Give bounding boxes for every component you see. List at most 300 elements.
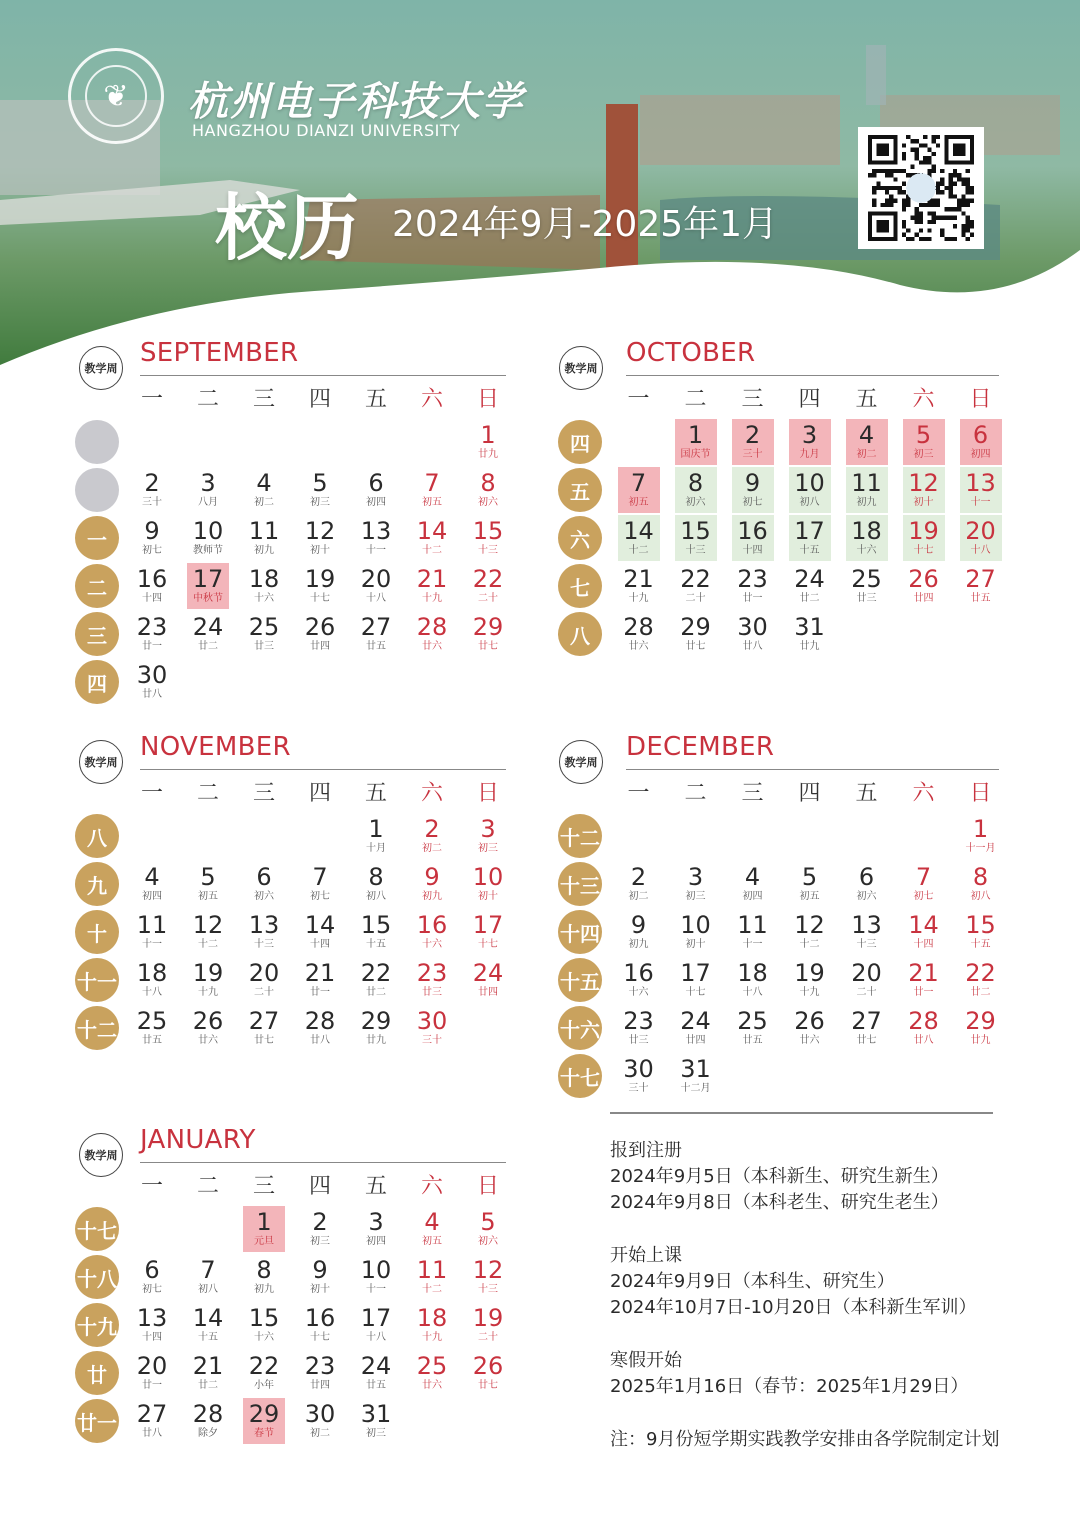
day-box — [187, 1350, 229, 1396]
day-cell[interactable] — [460, 909, 516, 955]
day-cell[interactable] — [348, 1254, 404, 1300]
lunar-date: 廿一 — [913, 987, 934, 998]
day-cell[interactable] — [838, 563, 895, 609]
day-cell[interactable] — [180, 957, 236, 1003]
day-cell[interactable] — [460, 515, 516, 561]
day-box — [789, 611, 831, 657]
lunar-date: 初九 — [254, 545, 274, 556]
day-box — [411, 1005, 453, 1051]
day-box — [411, 467, 453, 513]
day-cell[interactable] — [610, 563, 667, 609]
day-number: 8 — [687, 469, 704, 497]
day-cell[interactable] — [180, 1005, 236, 1051]
day-box — [789, 957, 831, 1003]
day-number: 23 — [136, 613, 168, 641]
day-cell[interactable] — [610, 1053, 667, 1099]
weekday-header-row — [550, 770, 1009, 812]
month-underline — [140, 375, 506, 377]
teaching-week-number: 十五 — [558, 958, 602, 1002]
day-cell[interactable] — [180, 1254, 236, 1300]
lunar-date: 十五 — [198, 1332, 218, 1343]
lunar-date: 初九 — [856, 497, 877, 508]
day-cell[interactable] — [781, 1005, 838, 1051]
day-cell[interactable] — [460, 1302, 516, 1348]
day-cell[interactable] — [724, 419, 781, 465]
day-cell[interactable] — [348, 611, 404, 657]
lunar-date: 国庆节 — [680, 449, 711, 460]
day-cell[interactable] — [724, 515, 781, 561]
day-cell[interactable] — [348, 1398, 404, 1444]
day-cell[interactable] — [236, 957, 292, 1003]
note-group — [610, 1243, 1005, 1321]
teaching-week-number: 八 — [75, 814, 119, 858]
day-number: 22 — [248, 1352, 280, 1380]
day-cell[interactable] — [667, 419, 724, 465]
day-cell[interactable] — [292, 957, 348, 1003]
day-number: 4 — [744, 863, 761, 891]
day-cell[interactable] — [781, 515, 838, 561]
day-cell[interactable] — [348, 1005, 404, 1051]
day-number: 11 — [851, 469, 882, 497]
day-cell[interactable] — [124, 563, 180, 609]
day-cell[interactable] — [952, 909, 1009, 955]
day-cell[interactable] — [404, 515, 460, 561]
day-cell[interactable] — [667, 1005, 724, 1051]
day-cell[interactable] — [895, 909, 952, 955]
lunar-date: 十五 — [970, 939, 991, 950]
lunar-date: 初八 — [970, 891, 991, 902]
day-cell[interactable] — [404, 467, 460, 513]
day-cell[interactable] — [724, 611, 781, 657]
day-number: 30 — [136, 661, 168, 689]
day-cell[interactable] — [460, 957, 516, 1003]
month-name: SEPTEMBER — [140, 338, 299, 368]
weekday-label: 四 — [798, 386, 821, 412]
day-cell[interactable] — [781, 467, 838, 513]
day-cell[interactable] — [781, 563, 838, 609]
day-number: 11 — [248, 517, 280, 545]
weekday-header-row — [70, 376, 516, 418]
day-cell[interactable] — [124, 861, 180, 907]
day-cell[interactable] — [838, 861, 895, 907]
day-cell[interactable] — [404, 1350, 460, 1396]
lunar-date: 廿六 — [422, 1380, 442, 1391]
day-cell[interactable] — [236, 563, 292, 609]
day-cell[interactable] — [460, 1254, 516, 1300]
week-cell — [550, 814, 610, 858]
day-cell[interactable] — [724, 1005, 781, 1051]
day-cell[interactable] — [404, 1206, 460, 1252]
day-cell[interactable] — [124, 1005, 180, 1051]
day-cell[interactable] — [292, 611, 348, 657]
day-number: 23 — [623, 1007, 654, 1035]
lunar-date: 廿八 — [142, 1428, 162, 1439]
lunar-date: 十三 — [478, 545, 498, 556]
day-cell[interactable] — [180, 1302, 236, 1348]
day-cell[interactable] — [610, 909, 667, 955]
day-cell[interactable] — [292, 1398, 348, 1444]
day-cell[interactable] — [838, 909, 895, 955]
lunar-date: 廿二 — [198, 1380, 218, 1391]
day-cell[interactable] — [838, 1005, 895, 1051]
day-cell[interactable] — [180, 563, 236, 609]
day-cell[interactable] — [838, 419, 895, 465]
day-cell[interactable] — [610, 611, 667, 657]
day-cell[interactable] — [180, 1350, 236, 1396]
day-number: 6 — [368, 469, 384, 497]
day-cell[interactable] — [838, 467, 895, 513]
day-cell[interactable] — [236, 861, 292, 907]
day-cell[interactable] — [124, 1254, 180, 1300]
day-box — [411, 1254, 453, 1300]
day-cell[interactable] — [460, 1206, 516, 1252]
teaching-week-number: 二 — [75, 564, 119, 608]
day-number: 14 — [416, 517, 448, 545]
lunar-date: 三十 — [628, 1083, 649, 1094]
day-cell[interactable] — [667, 563, 724, 609]
lunar-date: 十六 — [422, 939, 442, 950]
day-cell[interactable] — [292, 515, 348, 561]
day-box — [243, 467, 285, 513]
day-cell[interactable] — [236, 1350, 292, 1396]
day-number: 15 — [248, 1304, 280, 1332]
lunar-date: 初六 — [856, 891, 877, 902]
day-cell[interactable] — [236, 467, 292, 513]
day-number: 12 — [192, 911, 224, 939]
day-box — [675, 1005, 717, 1051]
day-cell[interactable] — [180, 1398, 236, 1444]
day-number: 21 — [192, 1352, 224, 1380]
day-cell[interactable] — [124, 467, 180, 513]
weekday-label: 三 — [252, 780, 275, 806]
lunar-date: 初二 — [856, 449, 877, 460]
day-number: 15 — [965, 911, 996, 939]
lunar-date: 廿二 — [198, 641, 218, 652]
day-number: 4 — [858, 421, 875, 449]
day-box — [675, 861, 717, 907]
day-cell[interactable] — [348, 1350, 404, 1396]
weekday-label: 二 — [196, 1173, 219, 1199]
day-box — [675, 957, 717, 1003]
day-cell[interactable] — [667, 861, 724, 907]
day-cell[interactable] — [124, 957, 180, 1003]
day-cell[interactable] — [952, 957, 1009, 1003]
day-cell[interactable] — [895, 515, 952, 561]
teaching-week-number: 九 — [75, 862, 119, 906]
day-cell[interactable] — [838, 515, 895, 561]
day-cell[interactable] — [124, 1398, 180, 1444]
lunar-date: 初七 — [310, 891, 330, 902]
day-cell[interactable] — [952, 419, 1009, 465]
day-cell[interactable] — [236, 1005, 292, 1051]
day-cell[interactable] — [348, 813, 404, 859]
day-cell[interactable] — [460, 861, 516, 907]
day-cell[interactable] — [292, 1206, 348, 1252]
day-number: 1 — [256, 1208, 272, 1236]
day-cell[interactable] — [460, 813, 516, 859]
lunar-date: 二十 — [478, 593, 498, 604]
day-cell[interactable] — [724, 861, 781, 907]
day-box — [903, 957, 945, 1003]
day-cell[interactable] — [292, 909, 348, 955]
day-cell[interactable] — [952, 563, 1009, 609]
day-cell[interactable] — [724, 467, 781, 513]
day-cell[interactable] — [952, 515, 1009, 561]
lunar-date: 廿五 — [366, 1380, 386, 1391]
day-number: 28 — [908, 1007, 939, 1035]
qr-code[interactable] — [858, 127, 984, 249]
day-box — [243, 1302, 285, 1348]
day-cell[interactable] — [180, 515, 236, 561]
day-cell[interactable] — [610, 861, 667, 907]
day-cell[interactable] — [952, 813, 1009, 859]
day-box — [789, 419, 831, 465]
day-box — [131, 957, 173, 1003]
day-number: 25 — [248, 613, 280, 641]
day-cell[interactable] — [348, 515, 404, 561]
week-cell — [70, 1207, 124, 1251]
weekday-label: 二 — [196, 386, 219, 412]
day-cell[interactable] — [460, 419, 516, 465]
teaching-week-number: 四 — [75, 660, 119, 704]
weekday-label: 五 — [855, 780, 878, 806]
day-cell[interactable] — [952, 1005, 1009, 1051]
day-cell[interactable] — [180, 611, 236, 657]
day-box — [903, 861, 945, 907]
weekday-label: 六 — [420, 386, 443, 412]
day-cell[interactable] — [895, 467, 952, 513]
day-box — [618, 515, 660, 561]
day-cell[interactable] — [667, 515, 724, 561]
day-cell[interactable] — [781, 419, 838, 465]
day-box — [411, 861, 453, 907]
day-cell[interactable] — [838, 957, 895, 1003]
day-box — [355, 467, 397, 513]
day-number: 13 — [360, 517, 392, 545]
day-number: 13 — [248, 911, 280, 939]
day-number: 31 — [680, 1055, 711, 1083]
day-cell[interactable] — [667, 1053, 724, 1099]
teaching-week-number: 廿 — [75, 1351, 119, 1395]
day-cell[interactable] — [348, 1206, 404, 1252]
day-cell[interactable] — [236, 1254, 292, 1300]
day-cell[interactable] — [610, 515, 667, 561]
lunar-date: 十五 — [366, 939, 386, 950]
week-row — [550, 908, 1009, 956]
lunar-date: 初三 — [478, 843, 498, 854]
day-cell[interactable] — [460, 611, 516, 657]
day-cell[interactable] — [404, 1005, 460, 1051]
week-row — [550, 562, 1009, 610]
day-number: 29 — [248, 1400, 280, 1428]
teaching-week-number — [75, 468, 119, 512]
day-box — [789, 563, 831, 609]
week-cell — [70, 468, 124, 512]
day-number: 19 — [794, 959, 825, 987]
day-box — [960, 1005, 1002, 1051]
day-cell[interactable] — [781, 909, 838, 955]
day-number: 6 — [144, 1256, 160, 1284]
lunar-date: 初四 — [142, 891, 162, 902]
day-number: 14 — [623, 517, 654, 545]
day-cell[interactable] — [348, 909, 404, 955]
day-cell[interactable] — [781, 611, 838, 657]
day-cell[interactable] — [180, 909, 236, 955]
lunar-date: 廿四 — [310, 1380, 330, 1391]
day-cell[interactable] — [292, 467, 348, 513]
day-cell[interactable] — [895, 563, 952, 609]
day-cell[interactable] — [404, 1254, 460, 1300]
day-cell[interactable] — [895, 1005, 952, 1051]
month-header — [550, 340, 1009, 376]
day-cell[interactable] — [348, 957, 404, 1003]
day-box — [131, 611, 173, 657]
day-number: 16 — [136, 565, 168, 593]
day-cell[interactable] — [236, 1398, 292, 1444]
day-cell[interactable] — [348, 861, 404, 907]
day-number: 14 — [908, 911, 939, 939]
lunar-date: 十六 — [856, 545, 877, 556]
day-cell[interactable] — [292, 861, 348, 907]
day-cell[interactable] — [236, 611, 292, 657]
day-number: 2 — [144, 469, 160, 497]
day-cell[interactable] — [952, 861, 1009, 907]
day-box — [960, 957, 1002, 1003]
lunar-date: 十三 — [856, 939, 877, 950]
lunar-date: 十二 — [628, 545, 649, 556]
day-cell[interactable] — [895, 419, 952, 465]
day-cell[interactable] — [460, 1350, 516, 1396]
day-cell[interactable] — [236, 1302, 292, 1348]
note-line: 注：9月份短学期实践教学安排由各学院制定计划 — [610, 1429, 1000, 1450]
day-box — [355, 1302, 397, 1348]
day-cell[interactable] — [292, 1254, 348, 1300]
day-cell[interactable] — [404, 813, 460, 859]
day-cell[interactable] — [180, 467, 236, 513]
day-box — [903, 909, 945, 955]
day-number: 30 — [737, 613, 768, 641]
lunar-date: 二十 — [478, 1332, 498, 1343]
day-box — [299, 1350, 341, 1396]
day-box — [243, 909, 285, 955]
day-cell[interactable] — [404, 611, 460, 657]
week-row — [70, 1301, 516, 1349]
lunar-date: 廿四 — [685, 1035, 706, 1046]
note-line: 2025年1月16日（春节：2025年1月29日） — [610, 1376, 969, 1397]
day-cell[interactable] — [404, 957, 460, 1003]
day-cell[interactable] — [180, 861, 236, 907]
day-box — [960, 861, 1002, 907]
day-cell[interactable] — [348, 467, 404, 513]
day-cell[interactable] — [236, 909, 292, 955]
day-cell[interactable] — [724, 563, 781, 609]
day-cell[interactable] — [292, 563, 348, 609]
day-cell[interactable] — [404, 563, 460, 609]
day-number: 1 — [687, 421, 704, 449]
day-cell[interactable] — [292, 1350, 348, 1396]
day-cell[interactable] — [236, 1206, 292, 1252]
lunar-date: 十一 — [970, 497, 991, 508]
day-cell[interactable] — [404, 1302, 460, 1348]
week-cell — [550, 468, 610, 512]
day-cell[interactable] — [124, 659, 180, 705]
lunar-date: 初三 — [310, 1236, 330, 1247]
day-box — [411, 1302, 453, 1348]
lunar-date: 初六 — [685, 497, 706, 508]
day-box — [618, 1005, 660, 1051]
lunar-date: 初二 — [254, 497, 274, 508]
weekday-label: 六 — [420, 1173, 443, 1199]
day-cell[interactable] — [124, 611, 180, 657]
day-cell[interactable] — [292, 1005, 348, 1051]
lunar-date: 初六 — [478, 1236, 498, 1247]
week-row — [70, 1397, 516, 1445]
day-cell[interactable] — [610, 957, 667, 1003]
day-cell[interactable] — [292, 1302, 348, 1348]
day-box — [903, 419, 945, 465]
lunar-date: 十二 — [422, 1284, 442, 1295]
week-cell — [70, 958, 124, 1002]
lunar-date: 十三 — [685, 545, 706, 556]
day-cell[interactable] — [124, 1350, 180, 1396]
day-cell[interactable] — [404, 909, 460, 955]
day-number: 18 — [136, 959, 168, 987]
day-cell[interactable] — [895, 957, 952, 1003]
day-cell[interactable] — [610, 467, 667, 513]
day-cell[interactable] — [236, 515, 292, 561]
day-number: 26 — [794, 1007, 825, 1035]
day-cell[interactable] — [667, 957, 724, 1003]
day-cell[interactable] — [124, 909, 180, 955]
day-cell[interactable] — [460, 467, 516, 513]
day-box — [131, 1005, 173, 1051]
day-box — [299, 563, 341, 609]
day-cell[interactable] — [404, 861, 460, 907]
day-number: 21 — [623, 565, 654, 593]
day-number: 14 — [192, 1304, 224, 1332]
day-cell[interactable] — [781, 957, 838, 1003]
day-number: 23 — [416, 959, 448, 987]
day-cell[interactable] — [724, 909, 781, 955]
day-cell[interactable] — [124, 515, 180, 561]
lunar-date: 初六 — [254, 891, 274, 902]
lunar-date: 初十 — [685, 939, 706, 950]
day-number: 11 — [416, 1256, 448, 1284]
day-cell[interactable] — [348, 563, 404, 609]
lunar-date: 初四 — [742, 891, 763, 902]
teaching-week-badge: 教学周 — [559, 740, 603, 784]
teaching-week-number: 十六 — [558, 1006, 602, 1050]
day-cell[interactable] — [124, 1302, 180, 1348]
day-cell[interactable] — [667, 611, 724, 657]
day-cell[interactable] — [895, 861, 952, 907]
day-cell[interactable] — [610, 1005, 667, 1051]
day-cell[interactable] — [667, 909, 724, 955]
day-cell[interactable] — [348, 1302, 404, 1348]
day-cell[interactable] — [460, 563, 516, 609]
day-box — [467, 419, 509, 465]
week-row — [550, 418, 1009, 466]
day-cell[interactable] — [667, 467, 724, 513]
day-box — [789, 1005, 831, 1051]
month-underline — [626, 769, 999, 771]
day-box — [131, 563, 173, 609]
day-cell[interactable] — [724, 957, 781, 1003]
day-cell[interactable] — [781, 861, 838, 907]
day-box — [355, 861, 397, 907]
day-cell[interactable] — [952, 467, 1009, 513]
day-number: 2 — [744, 421, 761, 449]
